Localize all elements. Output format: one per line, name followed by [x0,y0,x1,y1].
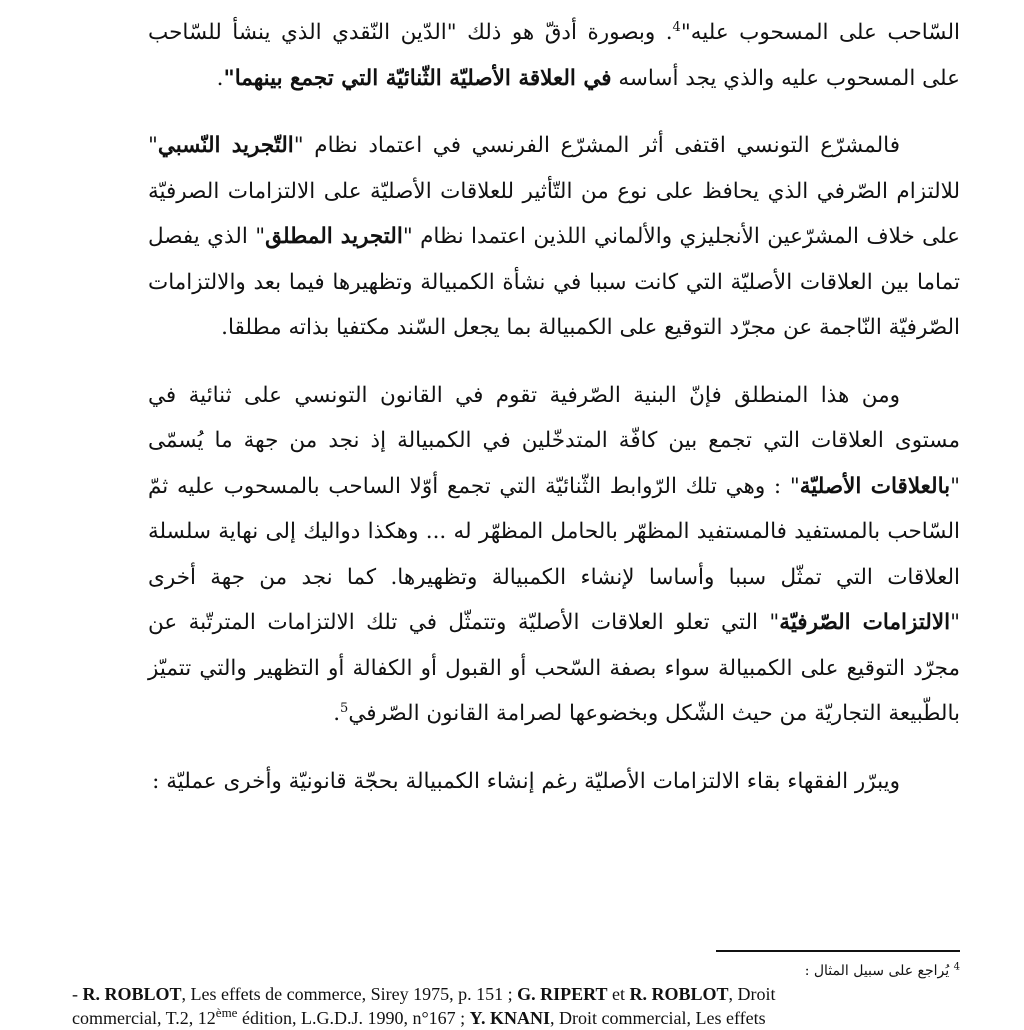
text-run: . [333,701,341,726]
bold-term: في العلاقة الأصليّة الثّنائيّة التي تجمع بينهما" [223,65,612,91]
bold-term: Y. KNANI [469,1008,551,1028]
text-run: commercial, T.2, 12 [72,1008,216,1028]
footnote-ref-text: يُراجع على سبيل المثال : [804,963,954,979]
footnote-citation [72,982,960,1030]
text-run: ومن هذا المنطلق فإنّ البنية الصّرفية تقوم في القانون التونسي على ثنائية في مستوى العلاقات التي تجمع بين كافّة المتدخّلين في الكمبيالة إذ نجد من جهة ما يُسمّى " [148,382,960,499]
text-run: السّاحب على المسحوب عليه" [680,20,960,45]
text-run: - [72,984,83,1004]
bold-term: R. ROBLOT [82,984,182,1004]
footnote-marker: 5 [340,700,349,716]
paragraph [148,10,960,101]
citation-line [72,1006,960,1030]
text-run: , Les effets de commerce, Sirey 1975, p. 151 ; [181,984,518,1004]
bold-term: G. RIPERT [517,984,608,1004]
text-run: " للالتزام الصّرفي الذي يحافظ على نوع من التّأثير للعلاقات الأصليّة على الالتزامات الصرفيّة على خلاف المشرّعين الأنجليزي والألماني اللذين اعتمدا نظام " [148,133,961,249]
paragraph [148,759,960,805]
text-run: " التي تعلو العلاقات الأصليّة وتتمثّل في تلك الالتزامات المترتّبة عن مجرّد التوقيع على الكمبيالة سواء بصفة السّحب أو القبول أو الكفالة أو التظهير والتي تتميّز بالطّبيعة التجاريّة من حيث الشّكل وبخضوعها لصرامة القانون الصّرفي [148,610,960,726]
footnote-marker: 4 [672,19,681,35]
footnote-number: 4 [953,961,960,973]
paragraph [148,123,960,351]
text-run: . وبصورة أدقّ هو ذلك "الدّين النّقدي الذي ينشأ للسّاحب على المسحوب عليه والذي يجد أساسه [148,20,960,91]
text-run: édition, L.G.D.J. 1990, n°167 ; [237,1008,470,1028]
body-text [148,10,960,804]
text-run: فالمشرّع التونسي اقتفى أثر المشرّع الفرنسي في اعتماد نظام " [293,133,900,158]
bold-term: التّجريد النّسبي [157,133,294,158]
footnote-marker: ème [215,1005,238,1020]
bold-term: الالتزامات الصّرفيّة [779,610,951,635]
text-run: . [216,65,224,91]
footnote-reference [72,960,960,982]
bold-term: التجريد المطلق [265,224,403,249]
footnotes [72,960,960,1030]
text-run: , Droit commercial, Les effets [550,1008,766,1028]
text-run: " الذي يفصل تماما بين العلاقات الأصليّة التي كانت سببا في نشأة الكمبيالة وتظهيرها فيما بعد والالتزامات الصّرفيّة النّاجمة عن مجرّد التوقيع على الكمبيالة بما يجعل السّند مكتفيا بذاته مطلقا. [148,224,960,340]
citation-line [72,982,960,1006]
text-run: ويبرّر الفقهاء بقاء الالتزامات الأصليّة رغم إنشاء الكمبيالة بحجّة قانونيّة وأخرى عمليّة : [152,768,900,794]
footnote-divider [716,950,960,952]
paragraph [148,373,960,737]
text-run: , Droit [728,984,776,1004]
bold-term: R. ROBLOT [629,984,729,1004]
text-run: et [607,984,630,1004]
text-run: " : وهي تلك الرّوابط الثّنائيّة التي تجمع أوّلا الساحب بالمسحوب عليه ثمّ السّاحب بالمستفيد فالمستفيد المظهّر بالحامل المظهّر له ... وهكذا دواليك إلى نهاية سلسلة العلاقات التي تمثّل سببا وأساسا لإنشاء الكمبيالة وتظهيرها. كما نجد من جهة أخرى " [148,473,960,635]
bold-term: بالعلاقات الأصليّة [799,473,951,499]
